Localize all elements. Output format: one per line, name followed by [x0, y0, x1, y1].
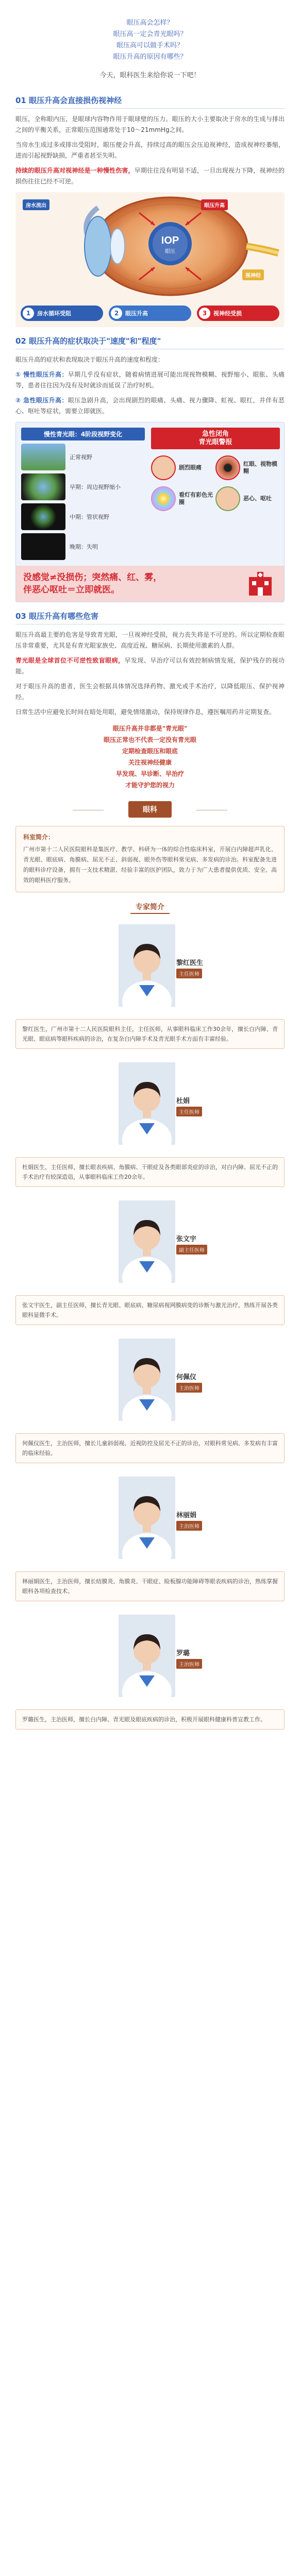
- section-title: 03 眼压升高有哪些危害: [15, 611, 285, 624]
- intro-question: 眼压高会怎样？: [126, 19, 174, 27]
- doctor-photo-area: [15, 921, 285, 1019]
- doctor-photo-area: [15, 1335, 285, 1433]
- quote-line: 早发现、早诊断、早治疗: [115, 770, 184, 777]
- doctor-nameplate: [176, 1371, 223, 1393]
- doctor-bio: 何佩仪医生，主治医师，擅长儿童斜弱视、近视防控及屈光不正的诊治，对眼科常见病、多发病有丰富的临床经验。: [15, 1433, 285, 1463]
- doctor-photo-area: [15, 1473, 285, 1571]
- doctor-title: 主治医师: [176, 1383, 202, 1393]
- section-title: 01 眼压升高会直接损伤视神经: [15, 95, 285, 109]
- paragraph-text: 眼压急剧升高，会出现剧烈的眼痛、头痛、视力骤降、虹视、眼红，并伴有恶心、呕吐等症状，需要立即就医。: [15, 397, 285, 415]
- quote-line: 眼压正常也不代表一定没有青光眼: [103, 736, 196, 743]
- figure-label: 房水流出: [23, 199, 49, 210]
- doctor-title: 主治医师: [176, 1521, 202, 1531]
- symptom-item: [215, 452, 280, 483]
- paragraph: 眼压升高最主要的危害是导致青光眼，一旦视神经受损，视力丧失将是不可逆的。所以定期检查眼压非常重要，尤其是有青光眼家族史、高度近视、糖尿病、长期使用激素的人群。: [15, 631, 285, 649]
- doctor-nameplate: [176, 957, 223, 978]
- vision-stage: [21, 473, 145, 500]
- chronic-glaucoma-panel: [21, 428, 145, 560]
- doctor-photo-area: [15, 1059, 285, 1157]
- stage-label: 正常视野: [70, 453, 92, 461]
- figure-label: 视神经: [242, 269, 264, 280]
- department-banner: [98, 801, 202, 819]
- doctor-bio: 罗璐医生，主治医师，擅长白内障、青光眼及眼底疾病的诊治，积极开展眼科健康科普宣教工作。: [15, 1709, 285, 1730]
- doctor-name: 罗璐: [176, 1650, 190, 1657]
- symptom-item: [215, 483, 280, 514]
- landscape-thumbnail: [21, 533, 65, 560]
- hospital-icon: [245, 571, 276, 597]
- landscape-thumbnail: [21, 503, 65, 530]
- landscape-thumbnail: [21, 444, 65, 470]
- paragraph: [15, 165, 285, 187]
- doctor-name: 何佩仪: [176, 1374, 197, 1381]
- quote-line: 眼压升高并非都是"青光眼": [112, 725, 188, 732]
- emphasis-text: ① 慢性眼压升高：: [15, 371, 68, 378]
- step-label: 视神经受损: [213, 310, 242, 317]
- doctor-photo: [119, 1062, 175, 1145]
- step-label: 眼压升高: [125, 310, 148, 317]
- doctor-name: 黎红医生: [176, 959, 204, 967]
- panel-title-line: 青光眼警报: [198, 438, 232, 446]
- intro-question: 眼压升高的原因有哪些？: [113, 53, 187, 61]
- warning-text: 伴恶心呕吐＝立即就医。: [23, 585, 120, 595]
- process-step: [21, 306, 103, 321]
- paragraph: [15, 395, 285, 417]
- doctor-title: 副主任医师: [176, 1245, 207, 1255]
- symptom-item: [151, 483, 215, 514]
- paragraph-text: 早期往往没有明显不适，一旦出现视力下降，视神经的损伤往往已经不可逆。: [15, 167, 285, 185]
- symptom-label: 恶心、呕吐: [243, 495, 272, 502]
- vision-stage: [21, 533, 145, 560]
- department-name: 眼科: [128, 801, 172, 818]
- intro-lead: 今天，眼科医生来给你说一下吧！: [99, 72, 201, 79]
- doctor-nameplate: [176, 1095, 223, 1116]
- warning-banner: [16, 566, 284, 602]
- experts-title: 专家简介: [130, 901, 170, 914]
- panel-title: [151, 428, 280, 449]
- figure-label: 眼压升高: [201, 199, 228, 210]
- panel-title-line: 急性闭角: [202, 430, 229, 438]
- pain-face-icon: [151, 455, 176, 480]
- halo-light-icon: [151, 486, 176, 511]
- panel-title: 慢性青光眼：4阶段视野变化: [21, 428, 145, 440]
- symptom-label: 看灯有彩色光圈: [179, 492, 213, 505]
- intro-question: 眼压高可以做手术吗？: [116, 42, 184, 49]
- vision-stage: [21, 503, 145, 530]
- warning-text: 没感觉≠没损伤；突然痛、红、雾，: [23, 572, 162, 583]
- intro-block: [0, 0, 300, 87]
- doctor-photo: [119, 1477, 175, 1559]
- vision-stage: [21, 444, 145, 470]
- doctor-card: [15, 1197, 285, 1325]
- doctor-photo-area: [15, 1612, 285, 1709]
- doctor-nameplate: [176, 1510, 223, 1531]
- department-intro-title: 科室简介：: [23, 834, 55, 841]
- symptom-item: [151, 452, 215, 483]
- red-eye-icon: [215, 455, 240, 480]
- process-step: [109, 306, 191, 321]
- doctor-bio: 林丽娟医生，主治医师，擅长结膜炎、角膜炎、干眼症、睑板腺功能障碍等眼表疾病的诊治，熟练掌握眼科各项检查技术。: [15, 1571, 285, 1601]
- paragraph: 眼压升高的症状和表现取决于眼压升高的速度和程度：: [15, 356, 164, 363]
- iop-sub-text: 眼压: [165, 249, 175, 255]
- paragraph: 眼压，全称眼内压，是眼球内容物作用于眼球壁的压力。眼压的大小主要取决于房水的生成与排出之间的平衡关系，正常眼压范围通常处于10～21mmHg之间。: [15, 115, 285, 133]
- emphasis-text: 持续的眼压升高对视神经是一种慢性伤害，: [15, 167, 135, 174]
- doctor-card: [15, 1612, 285, 1730]
- symptom-label: 剧烈眼痛: [179, 464, 202, 471]
- symptom-label: 红眼、视物模糊: [243, 461, 277, 474]
- paragraph: 日常生活中应避免长时间在暗处用眼，避免情绪激动，保持规律作息，遵医嘱用药并定期复查。: [15, 708, 276, 716]
- doctor-photo: [119, 1338, 175, 1421]
- doctor-photo: [119, 1615, 175, 1697]
- quote-line: 才能守护您的视力: [125, 782, 175, 789]
- doctor-title: 主任医师: [176, 1107, 202, 1116]
- doctor-photo: [119, 1200, 175, 1283]
- paragraph: [15, 369, 285, 391]
- doctor-list: [0, 921, 300, 1730]
- paragraph: [15, 655, 285, 677]
- process-step: [197, 306, 279, 321]
- acute-glaucoma-panel: [151, 428, 280, 514]
- doctor-card: [15, 1473, 285, 1601]
- emphasis-text: ② 急性眼压升高：: [15, 397, 68, 404]
- stage-label: 中期：管状视野: [70, 513, 109, 520]
- nausea-face-icon: [215, 486, 240, 511]
- doctor-name: 张文宇: [176, 1235, 197, 1243]
- department-intro-text: 广州市第十二人民医院眼科是集医疗、教学、科研为一体的综合性临床科室，开展白内障超声乳化、青光眼、眼底病、角膜病、屈光不正、斜弱视、眼外伤等眼科常见病、多发病的诊治。科室配备先进的眼科诊疗设备，拥有一支技术精湛、经验丰富的医护团队，致力于为广大患者提供优质、安全、高效的眼科医疗服务。: [23, 846, 277, 884]
- doctor-bio: 黎红医生，广州市第十二人民医院眼科主任，主任医师，从事眼科临床工作30余年，擅长白内障、青光眼、眼底病等眼科疾病的诊治，在复杂白内障手术及青光眼手术方面有丰富经验。: [15, 1019, 285, 1049]
- doctor-bio: 张文宇医生，副主任医师，擅长青光眼、眼底病、糖尿病视网膜病变的诊断与激光治疗，熟练开展各类眼科显微手术。: [15, 1295, 285, 1325]
- department-intro: [15, 826, 285, 892]
- paragraph-text: 早发现、早治疗可以有效控制病情发展，保护残存的视功能。: [15, 657, 285, 675]
- step-label: 房水循环受阻: [37, 310, 71, 317]
- paragraph: 对于眼压升高的患者，医生会根据具体情况选择药物、激光或手术治疗，以降低眼压、保护视神经。: [15, 683, 285, 701]
- paragraph-text: 早期几乎没有症状，随着病情进展可能出现视物模糊、视野缩小、眼胀、头痛等，患者往往因为没有及时就诊而延误了治疗时机。: [15, 371, 285, 389]
- doctor-name: 杜娟: [176, 1097, 190, 1105]
- quote-line: 定期检查眼压和眼底: [122, 748, 178, 755]
- doctor-photo: [119, 924, 175, 1007]
- step-number: 3: [199, 308, 210, 319]
- doctor-title: 主治医师: [176, 1659, 202, 1669]
- doctor-nameplate: [176, 1233, 223, 1255]
- intro-question: 眼压高一定会青光眼吗？: [113, 30, 187, 38]
- doctor-photo-area: [15, 1197, 285, 1295]
- doctor-nameplate: [176, 1648, 223, 1669]
- stage-label: 晚期：失明: [70, 543, 98, 550]
- eye-pressure-figure: [15, 192, 285, 327]
- step-number: 1: [23, 308, 34, 319]
- glaucoma-infographic: [15, 422, 285, 602]
- process-steps: [21, 306, 279, 323]
- emphasis-text: 青光眼是全球首位不可逆性致盲眼病，: [15, 657, 125, 664]
- doctor-card: [15, 1059, 285, 1187]
- stage-label: 早期：周边视野缩小: [70, 483, 121, 490]
- step-number: 2: [111, 308, 122, 319]
- iop-text: IOP: [161, 235, 179, 246]
- symptom-grid: [151, 452, 280, 514]
- doctor-title: 主任医师: [176, 969, 202, 978]
- quote-line: 关注视神经健康: [128, 759, 172, 766]
- landscape-thumbnail: [21, 473, 65, 500]
- doctor-card: [15, 921, 285, 1049]
- doctor-name: 林丽娟: [176, 1512, 197, 1519]
- experts-heading: [0, 901, 300, 914]
- doctor-bio: 杜娟医生，主任医师，擅长眼表疾病、角膜病、干眼症及各类眼部炎症的诊治，对白内障、屈光不正的手术治疗有较深造诣，从事眼科临床工作20余年。: [15, 1157, 285, 1187]
- summary-quote: [15, 723, 285, 791]
- doctor-card: [15, 1335, 285, 1463]
- paragraph: 当房水生成过多或排出受阻时，眼压便会升高，持续过高的眼压会压迫视神经，造成视神经萎缩，进而引起视野缺损，严重者甚至失明。: [15, 141, 285, 159]
- section-title: 02 眼压升高的症状取决于"速度"和"程度": [15, 335, 285, 349]
